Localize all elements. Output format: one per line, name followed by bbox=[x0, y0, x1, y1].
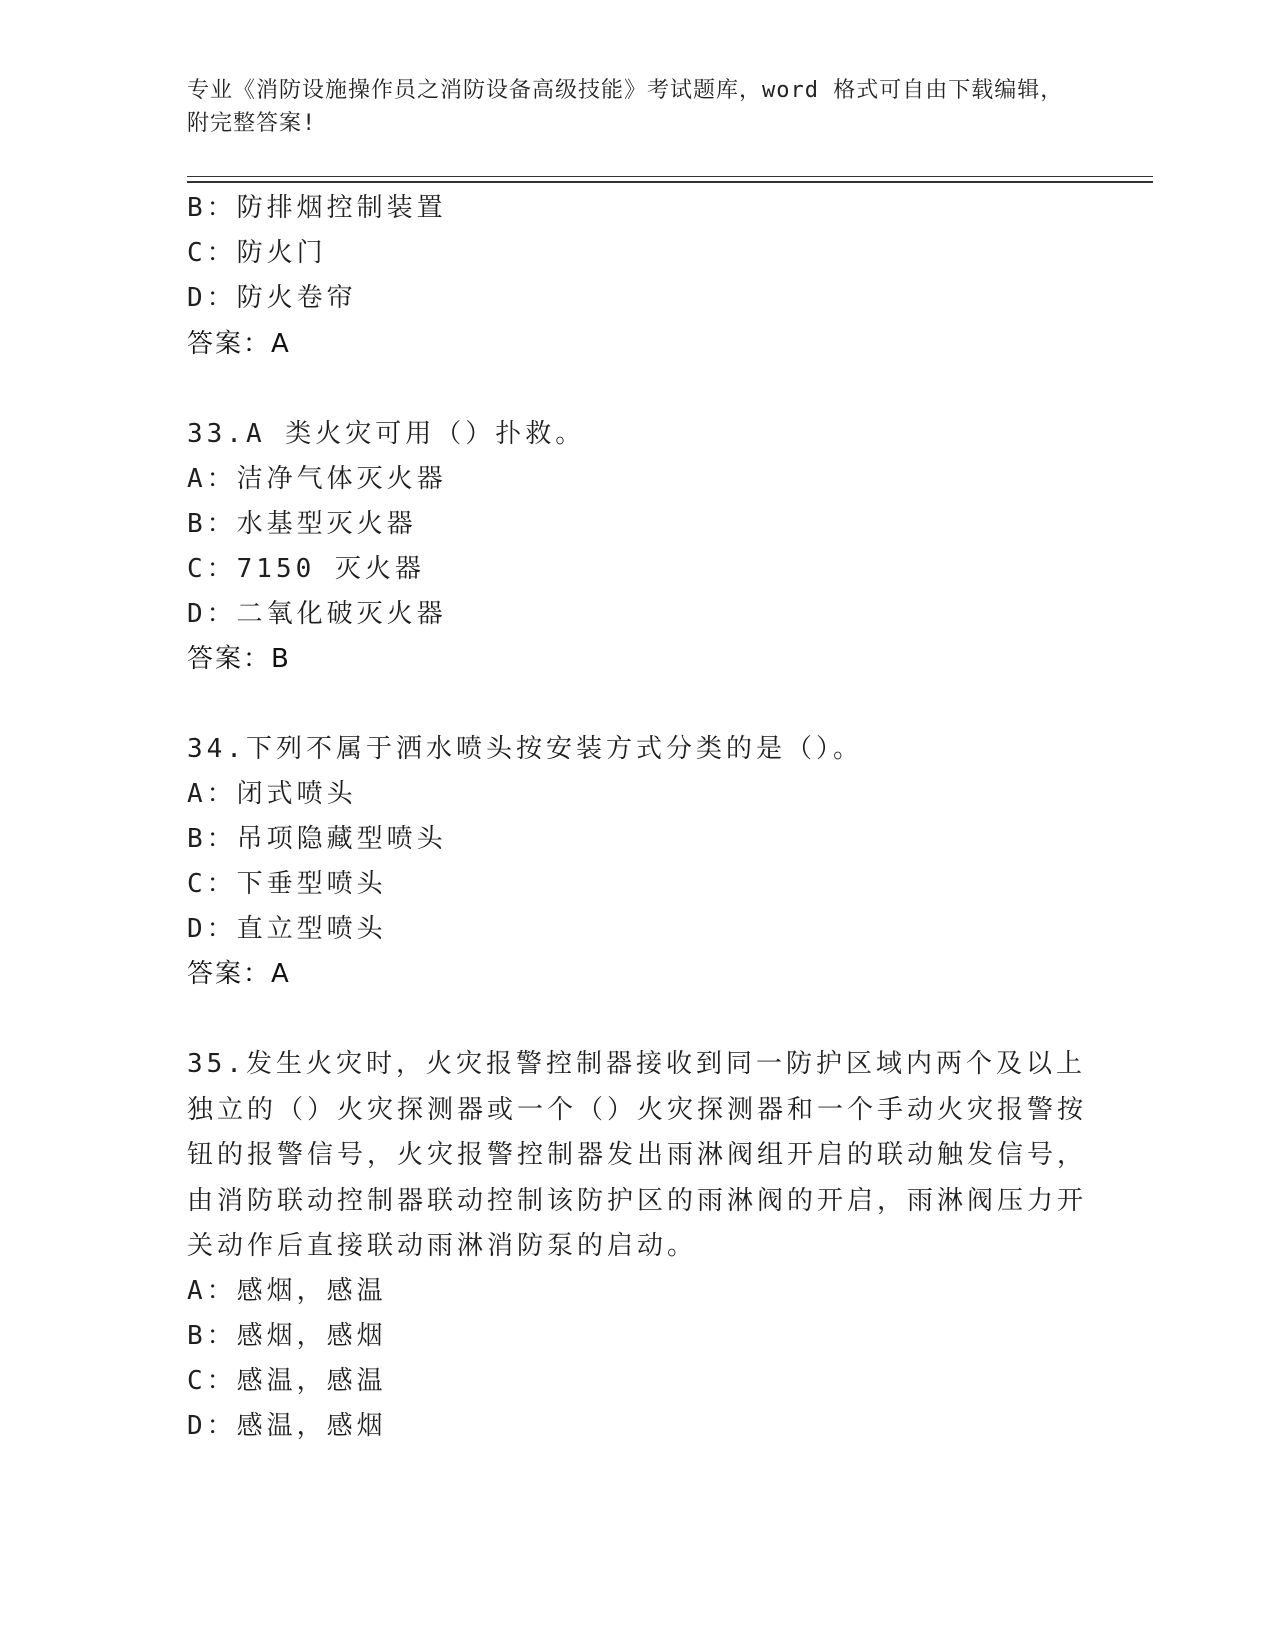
q32-option-c: C：防火门 bbox=[187, 238, 327, 268]
q32-answer: 答案：A bbox=[187, 329, 291, 359]
q34-option-d: D：直立型喷头 bbox=[187, 914, 387, 944]
q35-option-c: C：感温，感温 bbox=[187, 1366, 387, 1396]
q35-stem: 35.发生火灾时，火灾报警控制器接收到同一防护区域内两个及以上独立的（）火灾探测器或一个（）火灾探测器和一个手动火灾报警按钮的报警信号，火灾报警控制器发出雨淋阀组开启的联动触发信号，由消防联动控制器联动控制该防护区的雨淋阀的开启，雨淋阀压力开关动作后直接联动雨淋消防泵的启动。 bbox=[187, 1049, 1088, 1262]
header-divider-thick bbox=[187, 181, 1153, 183]
q35-option-a: A：感烟，感温 bbox=[187, 1276, 387, 1306]
q34-answer: 答案：A bbox=[187, 959, 291, 989]
q34-option-b: B：吊项隐藏型喷头 bbox=[187, 824, 447, 854]
q33-stem: 33.A 类火灾可用（）扑救。 bbox=[187, 419, 586, 449]
q34-stem: 34.下列不属于洒水喷头按安装方式分类的是（）。 bbox=[187, 734, 863, 764]
document-header: 专业《消防设施操作员之消防设备高级技能》考试题库，word 格式可自由下载编辑，附完整答案! bbox=[187, 78, 1064, 136]
q35-option-b: B：感烟，感烟 bbox=[187, 1321, 387, 1351]
q32-option-d: D：防火卷帘 bbox=[187, 283, 357, 313]
header-divider-thin bbox=[187, 176, 1153, 177]
q34-option-a: A：闭式喷头 bbox=[187, 779, 357, 809]
q35-option-d: D：感温，感烟 bbox=[187, 1411, 387, 1441]
q33-option-c: C：7150 灭火器 bbox=[187, 554, 425, 584]
q33-answer: 答案：B bbox=[187, 644, 291, 674]
q32-option-b: B：防排烟控制装置 bbox=[187, 193, 447, 223]
q34-option-c: C：下垂型喷头 bbox=[187, 869, 387, 899]
q33-option-b: B：水基型灭火器 bbox=[187, 509, 417, 539]
q33-option-d: D：二氧化破灭火器 bbox=[187, 599, 447, 629]
q33-option-a: A：洁净气体灭火器 bbox=[187, 464, 447, 494]
